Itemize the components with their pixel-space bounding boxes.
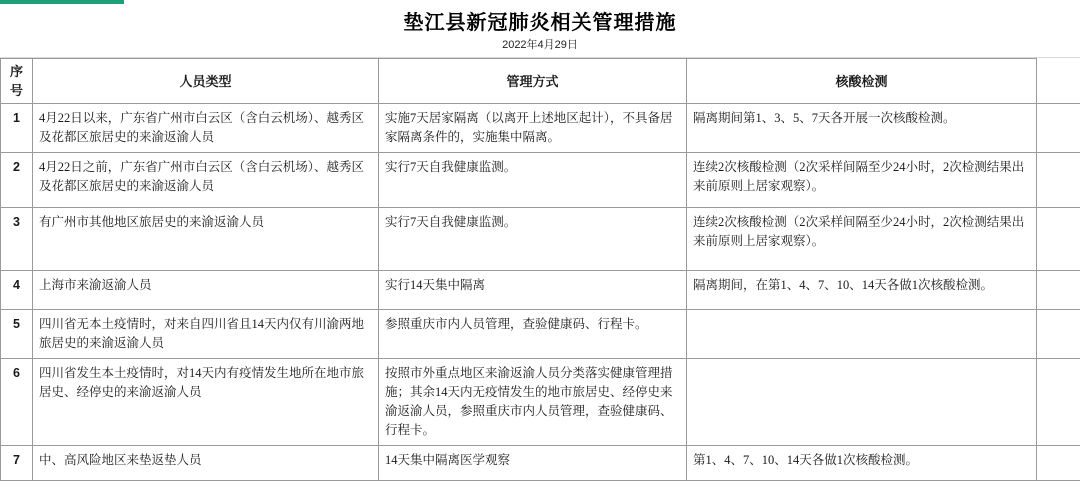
table-row: [1, 271, 1080, 310]
row-nucleic-test: 隔离期间第1、3、5、7天各开展一次核酸检测。: [687, 104, 1037, 153]
row-management: 按照市外重点地区来渝返渝人员分类落实健康管理措施；其余14天内无疫情发生的地市旅居史、经停史来渝返渝人员，参照重庆市内人员管理，查验健康码、行程卡。: [379, 359, 687, 446]
page-title: 垫江县新冠肺炎相关管理措施: [403, 12, 677, 34]
row-management: 14天集中隔离医学观察: [379, 446, 687, 481]
row-nucleic-test: 连续2次核酸检测（2次采样间隔至少24小时，2次检测结果出来前原则上居家观察）。: [687, 208, 1037, 271]
row-nucleic-test: [687, 359, 1037, 446]
table-row: [1, 359, 1080, 446]
row-index: 7: [1, 446, 33, 481]
row-person-type: 四川省发生本土疫情时，对14天内有疫情发生地所在地市旅居史、经停史的来渝返渝人员: [33, 359, 379, 446]
table-row: [1, 310, 1080, 359]
row-nucleic-test: 隔离期间，在第1、4、7、10、14天各做1次核酸检测。: [687, 271, 1037, 310]
document-body: [0, 4, 1080, 481]
table-row: [1, 208, 1080, 271]
document-date: 2022年4月29日: [502, 39, 578, 51]
row-management: 参照重庆市内人员管理，查验健康码、行程卡。: [379, 310, 687, 359]
row-nucleic-test: 第1、4、7、10、14天各做1次核酸检测。: [687, 446, 1037, 481]
row-spacer: [1037, 310, 1080, 359]
row-index: 4: [1, 271, 33, 310]
row-spacer: [1037, 153, 1080, 208]
table-row: [1, 153, 1080, 208]
row-person-type: 4月22日以来，广东省广州市白云区（含白云机场）、越秀区及花都区旅居史的来渝返渝人员: [33, 104, 379, 153]
row-index: 3: [1, 208, 33, 271]
row-spacer: [1037, 446, 1080, 481]
row-index: 1: [1, 104, 33, 153]
column-header-management: 管理方式: [379, 59, 687, 104]
row-management: 实行7天自我健康监测。: [379, 153, 687, 208]
row-spacer: [1037, 359, 1080, 446]
row-person-type: 4月22日之前，广东省广州市白云区（含白云机场）、越秀区及花都区旅居史的来渝返渝人员: [33, 153, 379, 208]
table-row: [1, 446, 1080, 481]
row-person-type: 中、高风险地区来垫返垫人员: [33, 446, 379, 481]
column-header-index: 序号: [1, 59, 33, 104]
column-header-person-type: 人员类型: [33, 59, 379, 104]
row-nucleic-test: [687, 310, 1037, 359]
column-header-spacer: [1037, 59, 1080, 104]
title-block: [0, 4, 1080, 58]
column-header-nucleic-test: 核酸检测: [687, 59, 1037, 104]
row-person-type: 上海市来渝返渝人员: [33, 271, 379, 310]
row-spacer: [1037, 271, 1080, 310]
row-index: 2: [1, 153, 33, 208]
table-row: [1, 104, 1080, 153]
row-management: 实行14天集中隔离: [379, 271, 687, 310]
row-nucleic-test: 连续2次核酸检测（2次采样间隔至少24小时，2次检测结果出来前原则上居家观察）。: [687, 153, 1037, 208]
row-management: 实施7天居家隔离（以离开上述地区起计），不具备居家隔离条件的，实施集中隔离。: [379, 104, 687, 153]
row-spacer: [1037, 104, 1080, 153]
table-header-row: [1, 59, 1080, 104]
measures-table: [0, 58, 1080, 481]
row-person-type: 四川省无本土疫情时，对来自四川省且14天内仅有川渝两地旅居史的来渝返渝人员: [33, 310, 379, 359]
row-management: 实行7天自我健康监测。: [379, 208, 687, 271]
row-spacer: [1037, 208, 1080, 271]
row-person-type: 有广州市其他地区旅居史的来渝返渝人员: [33, 208, 379, 271]
row-index: 5: [1, 310, 33, 359]
row-index: 6: [1, 359, 33, 446]
